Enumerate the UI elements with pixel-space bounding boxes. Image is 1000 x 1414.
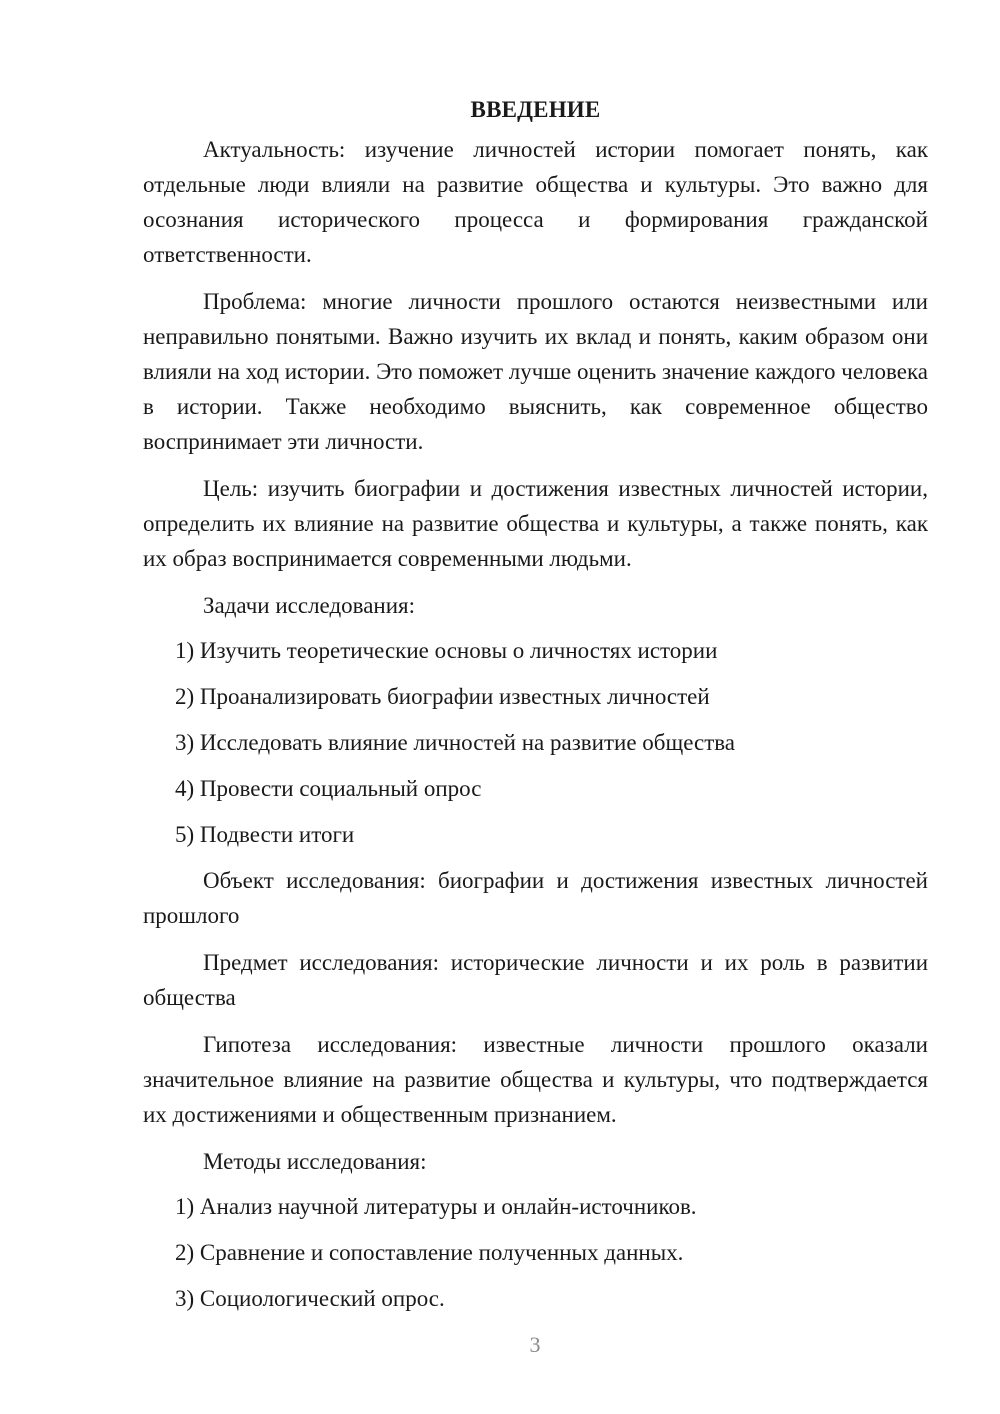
object-paragraph: Объект исследования: биографии и достижения известных личностей прошлого [143,868,928,928]
relevance-paragraph: Актуальность: изучение личностей истории помогает понять, как отдельные люди влияли на развитие общества и культуры. Это важно для осознания исторического процесса и формирования гражданской ответственности. [143,137,928,267]
list-item: 3) Социологический опрос. [175,1286,445,1311]
tasks-heading: Задачи исследования: [203,593,416,618]
goal-paragraph: Цель: изучить биографии и достижения известных личностей истории, определить их влияние на развитие общества и культуры, а также понять, как их образ воспринимается современными людьми. [143,476,928,571]
list-item: 4) Провести социальный опрос [175,776,482,801]
methods-list [143,1189,928,1316]
subject-paragraph: Предмет исследования: исторические личности и их роль в развитии общества [143,950,928,1010]
hypothesis-paragraph: Гипотеза исследования: известные личности прошлого оказали значительное влияние на развитие общества и культуры, что подтверждается их достижениями и общественным признанием. [143,1032,928,1127]
problem-paragraph: Проблема: многие личности прошлого остаются неизвестными или неправильно понятыми. Важно изучить их вклад и понять, каким образом они влияли на ход истории. Это поможет лучше оценить значение каждого человека в истории. Также необходимо выяснить, как современное общество воспринимает эти личности. [143,289,928,454]
tasks-list [143,633,928,852]
list-item: 1) Изучить теоретические основы о личностях истории [175,638,718,663]
list-item: 1) Анализ научной литературы и онлайн-источников. [175,1194,697,1219]
page-title: ВВЕДЕНИЕ [470,97,601,122]
page-number: 3 [529,1332,541,1357]
list-item: 2) Проанализировать биографии известных личностей [175,684,710,709]
list-item: 3) Исследовать влияние личностей на развитие общества [175,730,736,755]
document-page [143,90,928,1327]
list-item: 5) Подвести итоги [175,822,355,847]
list-item: 2) Сравнение и сопоставление полученных данных. [175,1240,684,1265]
methods-heading: Методы исследования: [203,1149,427,1174]
